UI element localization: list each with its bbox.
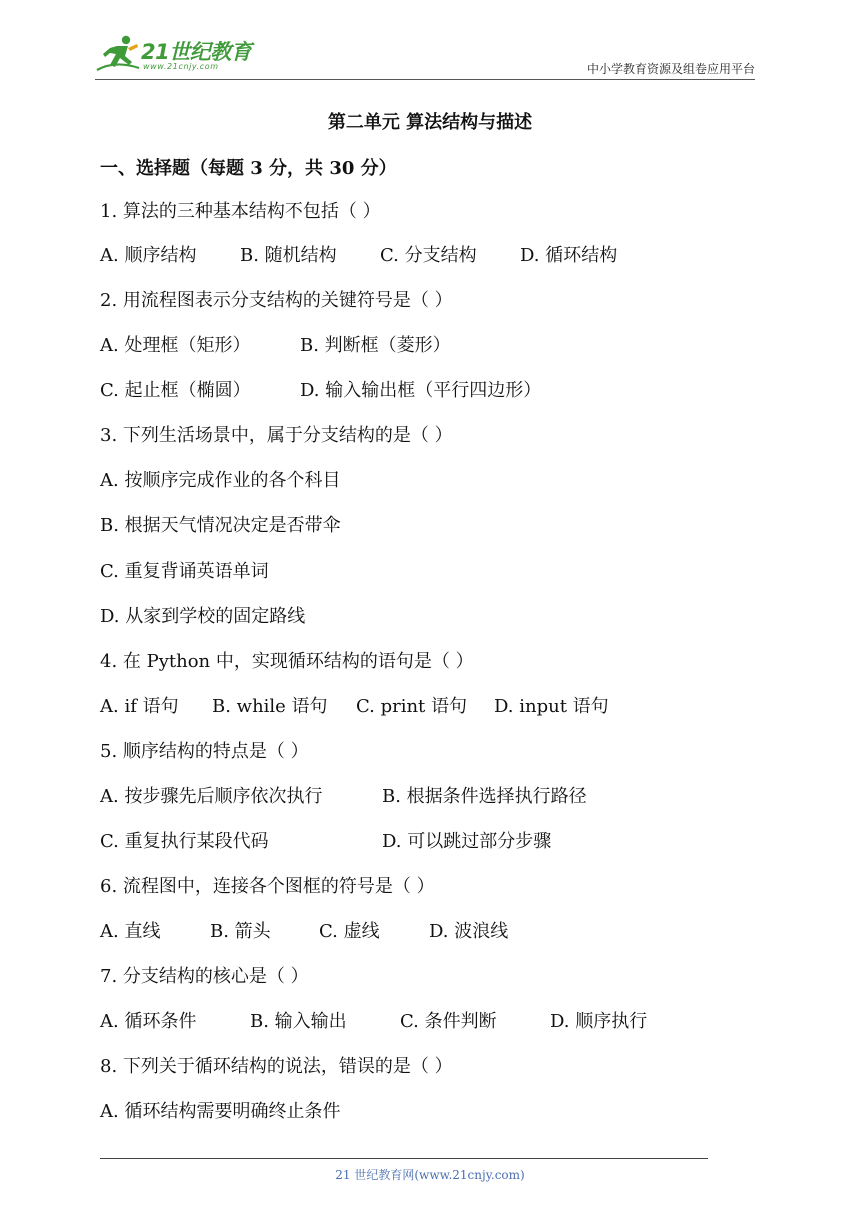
- option-b: B. 箭头: [210, 921, 271, 942]
- option-a: A. 顺序结构: [100, 245, 197, 266]
- option-d: D. 从家到学校的固定路线: [100, 606, 306, 627]
- option-a: A. 处理框（矩形）: [100, 335, 251, 356]
- option-b: B. 输入输出: [250, 1011, 347, 1032]
- option-c: C. 起止框（椭圆）: [100, 380, 251, 401]
- option-a: A. 按顺序完成作业的各个科目: [100, 470, 341, 491]
- option-c: C. 重复背诵英语单词: [100, 561, 269, 582]
- question-8-stem: 8. 下列关于循环结构的说法，错误的是（ ）: [100, 1056, 453, 1077]
- option-a: A. if 语句: [100, 696, 179, 717]
- option-b: B. 根据天气情况决定是否带伞: [100, 515, 341, 536]
- question-5-stem: 5. 顺序结构的特点是（ ）: [100, 741, 309, 762]
- question-3-stem: 3. 下列生活场景中，属于分支结构的是（ ）: [100, 425, 453, 446]
- site-name: 中小学教育资源及组卷应用平台: [586, 62, 755, 76]
- question-7-options: [100, 1010, 720, 1034]
- logo-url: www.21cnjy.com: [143, 62, 219, 71]
- page-header: [95, 30, 755, 80]
- header-divider: [95, 79, 755, 80]
- footer-text: 21 世纪教育网(www.21cnjy.com): [335, 1168, 525, 1182]
- option-c: C. 分支结构: [380, 245, 477, 266]
- option-c: C. 重复执行某段代码: [100, 831, 269, 852]
- question-2-stem: 2. 用流程图表示分支结构的关键符号是（ ）: [100, 290, 453, 311]
- option-c: C. 虚线: [319, 921, 380, 942]
- option-d: D. input 语句: [494, 696, 609, 717]
- page-title: 第二单元 算法结构与描述: [327, 112, 533, 133]
- question-1-options: [100, 244, 720, 268]
- option-b: B. while 语句: [212, 696, 328, 717]
- option-d: D. 波浪线: [429, 921, 509, 942]
- option-b: B. 判断框（菱形）: [300, 335, 451, 356]
- option-d: D. 可以跳过部分步骤: [382, 831, 552, 852]
- question-4-options: [100, 695, 720, 719]
- question-4-stem: 4. 在 Python 中，实现循环结构的语句是（ ）: [100, 651, 474, 672]
- question-2-options-row2: [100, 379, 720, 403]
- option-d: D. 顺序执行: [550, 1011, 648, 1032]
- question-5-options-row2: [100, 830, 720, 854]
- question-5-options-row1: [100, 785, 720, 809]
- footer-divider: [100, 1158, 708, 1159]
- option-d: D. 输入输出框（平行四边形）: [300, 380, 542, 401]
- option-a: A. 直线: [100, 921, 161, 942]
- section-heading: 一、选择题（每题 3 分，共 30 分）: [100, 158, 397, 179]
- option-b: B. 根据条件选择执行路径: [382, 786, 587, 807]
- option-b: B. 随机结构: [240, 245, 337, 266]
- option-a: A. 按步骤先后顺序依次执行: [100, 786, 323, 807]
- question-7-stem: 7. 分支结构的核心是（ ）: [100, 966, 309, 987]
- logo-text: 21世纪教育: [141, 40, 252, 64]
- runner-logo-icon: [95, 34, 141, 72]
- question-6-options: [100, 920, 720, 944]
- question-2-options-row1: [100, 334, 720, 358]
- option-c: C. 条件判断: [400, 1011, 497, 1032]
- question-1-stem: 1. 算法的三种基本结构不包括（ ）: [100, 201, 381, 222]
- option-d: D. 循环结构: [520, 245, 618, 266]
- option-c: C. print 语句: [356, 696, 468, 717]
- option-a: A. 循环条件: [100, 1011, 197, 1032]
- logo: [95, 30, 265, 76]
- option-a: A. 循环结构需要明确终止条件: [100, 1101, 341, 1122]
- question-6-stem: 6. 流程图中，连接各个图框的符号是（ ）: [100, 876, 435, 897]
